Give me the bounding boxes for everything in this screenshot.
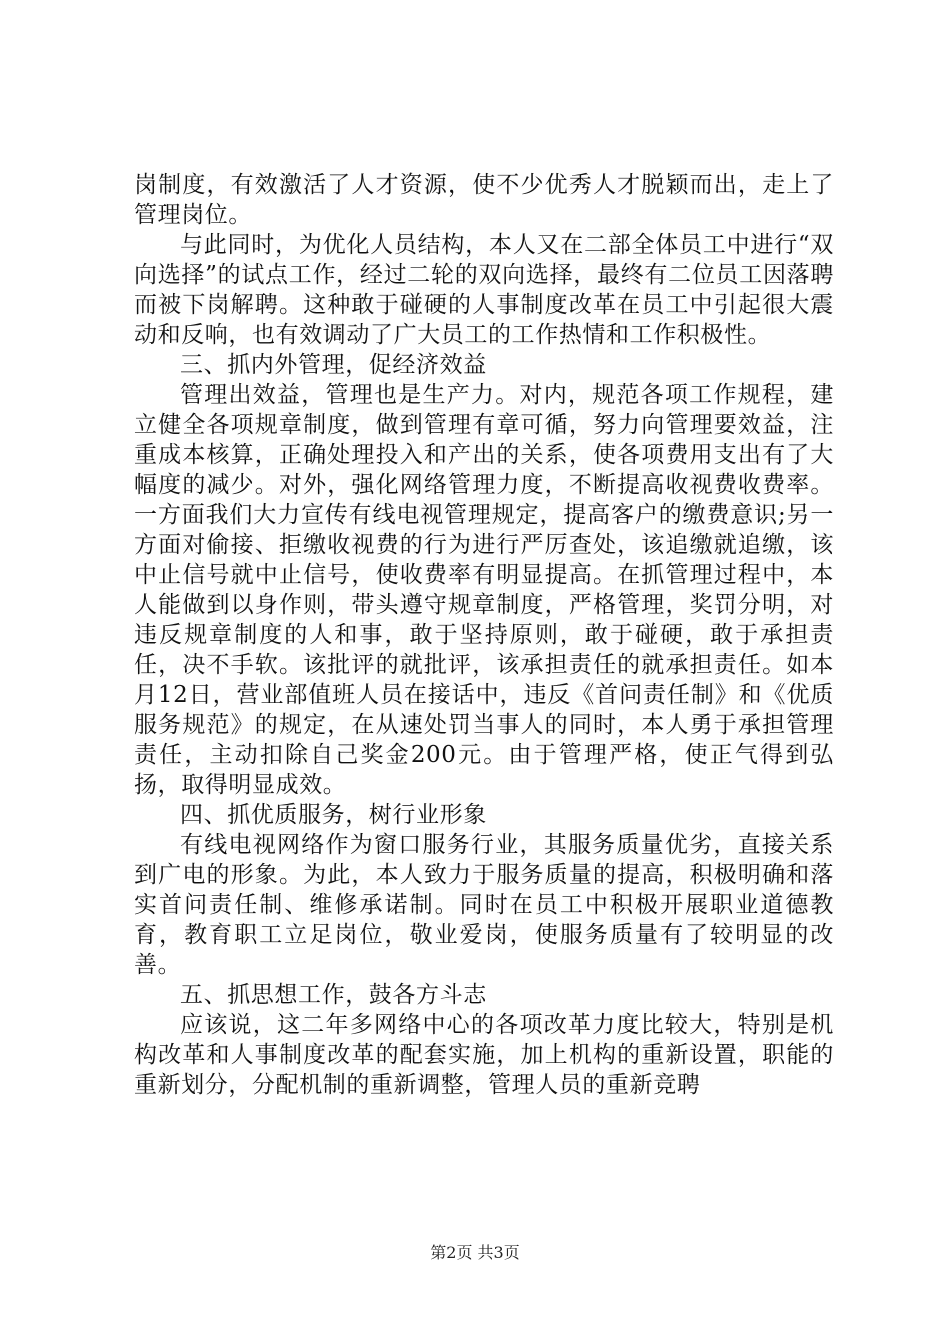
paragraph-management: 管理出效益，管理也是生产力。对内，规范各项工作规程，建立健全各项规章制度，做到管理有章可循，努力向管理要效益，注重成本核算，正确处理投入和产出的关系，使各项费用支出有了大幅度的减少。对外，强化网络管理力度，不断提高收视费收费率。一方面我们大力宣传有线电视管理规定，提高客户的缴费意识;另一方面对偷接、拒缴收视费的行为进行严厉查处，该追缴就追缴，该中止信号就中止信号，使收费率有明显提高。在抓管理过程中，本人能做到以身作则，带头遵守规章制度，严格管理，奖罚分明，对违反规章制度的人和事，敢于坚持原则，敢于碰硬，敢于承担责任，决不手软。该批评的就批评，该承担责任的就承担责任。如本月12日，营业部值班人员在接话中，违反《首问责任制》和《优质服务规范》的规定，在从速处罚当事人的同时，本人勇于承担管理责任，主动扣除自己奖金200元。由于管理严格，使正气得到弘扬，取得明显成效。 <box>134 382 834 798</box>
paragraph-service: 有线电视网络作为窗口服务行业，其服务质量优劣，直接关系到广电的形象。为此，本人致力于服务质量的提高，积极明确和落实首问责任制、维修承诺制。同时在员工中积极开展职业道德教育，教育职工立足岗位，敬业爱岗，使服务质量有了较明显的改善。 <box>134 832 834 978</box>
section-heading-ideology: 五、抓思想工作，鼓各方斗志 <box>180 982 487 1008</box>
paragraph-ideology: 应该说，这二年多网络中心的各项改革力度比较大，特别是机构改革和人事制度改革的配套实施，加上机构的重新设置，职能的重新划分，分配机制的重新调整，管理人员的重新竞聘 <box>134 1012 834 1098</box>
paragraph-two-way-selection: 与此同时，为优化人员结构，本人又在二部全体员工中进行“双向选择”的试点工作，经过二轮的双向选择，最终有二位员工因落聘而被下岗解聘。这种敢于碰硬的人事制度改革在员工中引起很大震动和反响，也有效调动了广大员工的工作热情和工作积极性。 <box>134 232 834 348</box>
page-number-footer: 第2页 共3页 <box>430 1243 520 1262</box>
paragraph-continuation: 岗制度，有效激活了人才资源，使不少优秀人才脱颖而出，走上了管理岗位。 <box>134 172 834 228</box>
section-heading-management: 三、抓内外管理，促经济效益 <box>180 352 487 378</box>
section-heading-service: 四、抓优质服务，树行业形象 <box>180 802 487 828</box>
document-body <box>134 170 834 1100</box>
